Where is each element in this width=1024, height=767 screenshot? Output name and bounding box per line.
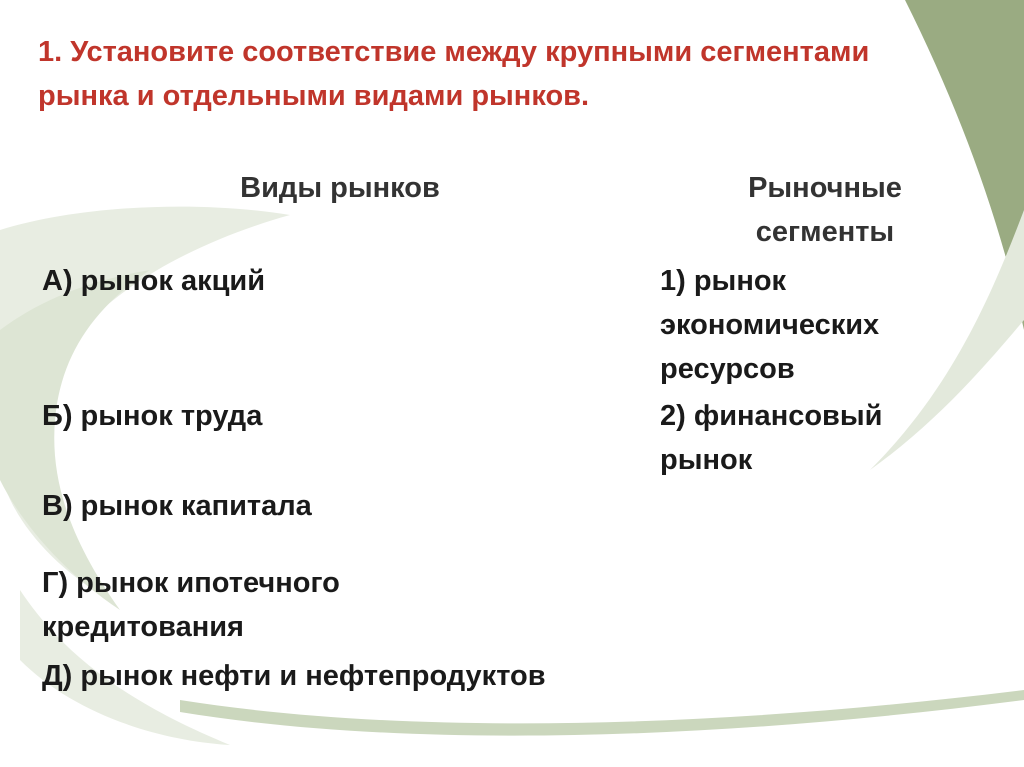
market-type-item-b: Б) рынок труда	[42, 400, 263, 432]
market-type-item-v: В) рынок капитала	[42, 490, 312, 522]
right-column-header: Рыночные сегменты	[748, 172, 902, 248]
market-type-item-a: А) рынок акций	[42, 265, 266, 297]
market-segment-item-2: 2) финансовый рынок	[660, 400, 883, 476]
market-type-item-d: Д) рынок нефти и нефтепродуктов	[42, 660, 546, 692]
market-segment-item-1: 1) рынок экономических ресурсов	[660, 265, 880, 385]
slide-title: 1. Установите соответствие между крупными сегментами рынка и отдельными видами рынков.	[38, 36, 870, 112]
market-type-item-g: Г) рынок ипотечного кредитования	[42, 567, 340, 643]
left-column-header: Виды рынков	[240, 172, 440, 204]
